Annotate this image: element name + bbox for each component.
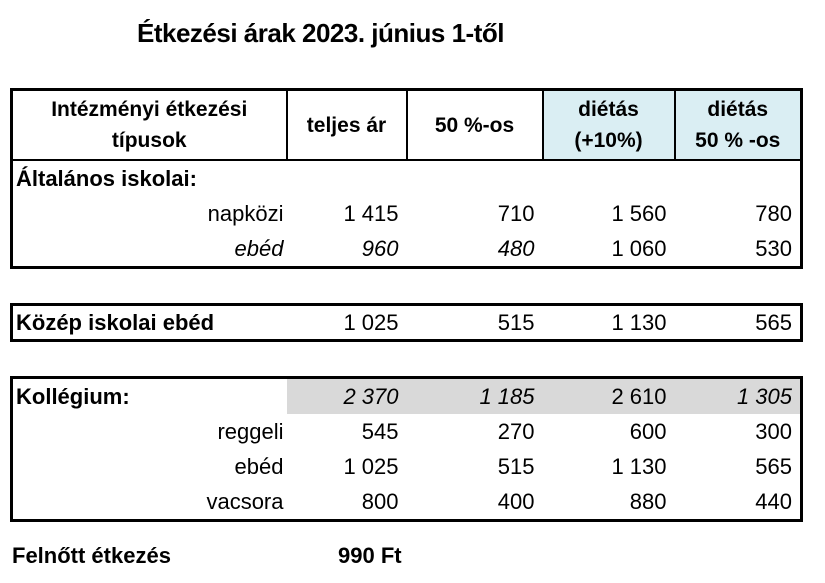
table-row-ebed [12, 231, 802, 268]
cell-value: 1 025 [343, 453, 399, 479]
cell-value: 565 [755, 453, 792, 479]
table-row-ebed-kollegium [12, 449, 802, 484]
cell-value: 780 [755, 200, 792, 226]
cell-value: 600 [629, 418, 667, 444]
cell-value: 545 [361, 418, 399, 444]
table-row-napkozi [12, 196, 802, 231]
cell-value: 440 [755, 488, 792, 514]
row-label-reggeli: reggeli [217, 418, 284, 444]
cell-value: 300 [755, 418, 792, 444]
header-dietetic-plus10 [543, 90, 675, 161]
table-row-kollegium-total [12, 378, 802, 415]
cell-value: 2 610 [543, 378, 675, 415]
row-label-ebed: ebéd [234, 453, 284, 479]
page-title: Étkezési árak 2023. június 1-től [137, 18, 504, 48]
header-full-price: teljes ár [287, 90, 407, 161]
cell-value: 565 [755, 309, 792, 335]
section-label-elementary: Általános iskolai: [16, 165, 197, 191]
header-dietetic-plus10-line2: (+10%) [574, 129, 643, 152]
section-row-elementary [12, 160, 802, 196]
cell-value: 1 130 [611, 453, 667, 479]
price-table-middle-school [10, 303, 803, 342]
adult-meal-price: 990 Ft [338, 543, 402, 568]
cell-value: 270 [497, 418, 535, 444]
cell-value: 1 185 [407, 378, 543, 415]
header-50-percent: 50 %-os [407, 90, 543, 161]
cell-value: 480 [497, 235, 535, 261]
cell-value: 1 060 [611, 235, 667, 261]
price-table-dormitory [10, 376, 803, 522]
header-meal-types-line1: Intézményi étkezési [51, 98, 248, 121]
table-row-reggeli [12, 414, 802, 449]
cell-value: 1 025 [343, 309, 399, 335]
cell-value: 400 [497, 488, 535, 514]
table-row-kozep-iskolai [12, 305, 802, 341]
cell-value: 960 [361, 235, 399, 261]
cell-value: 530 [755, 235, 792, 261]
header-dietetic-50-percent-line1: diétás [707, 98, 769, 121]
header-dietetic-50-percent [675, 90, 802, 161]
header-meal-types-line2: típusok [111, 129, 187, 152]
header-dietetic-50-percent-line2: 50 % -os [695, 129, 781, 152]
row-label-kollegium: Kollégium: [16, 383, 130, 409]
cell-value: 1 130 [611, 309, 667, 335]
row-label-vacsora: vacsora [206, 488, 284, 514]
row-label-kozep-iskolai: Közép iskolai ebéd [16, 309, 215, 335]
table-row-vacsora [12, 484, 802, 521]
cell-value: 710 [497, 200, 535, 226]
header-dietetic-plus10-line1: diétás [578, 98, 639, 121]
cell-value: 2 370 [287, 378, 407, 415]
cell-value: 1 305 [675, 378, 802, 415]
header-meal-types [12, 90, 287, 161]
cell-value: 800 [361, 488, 399, 514]
adult-meal-label: Felnőtt étkezés [12, 543, 171, 568]
cell-value: 880 [629, 488, 667, 514]
row-label-ebed: ebéd [234, 235, 284, 261]
cell-value: 515 [497, 453, 535, 479]
header-row [12, 90, 802, 161]
cell-value: 515 [497, 309, 535, 335]
cell-value: 1 415 [343, 200, 399, 226]
cell-value: 1 560 [611, 200, 667, 226]
price-table-main [10, 88, 803, 269]
row-label-napkozi: napközi [207, 200, 284, 226]
